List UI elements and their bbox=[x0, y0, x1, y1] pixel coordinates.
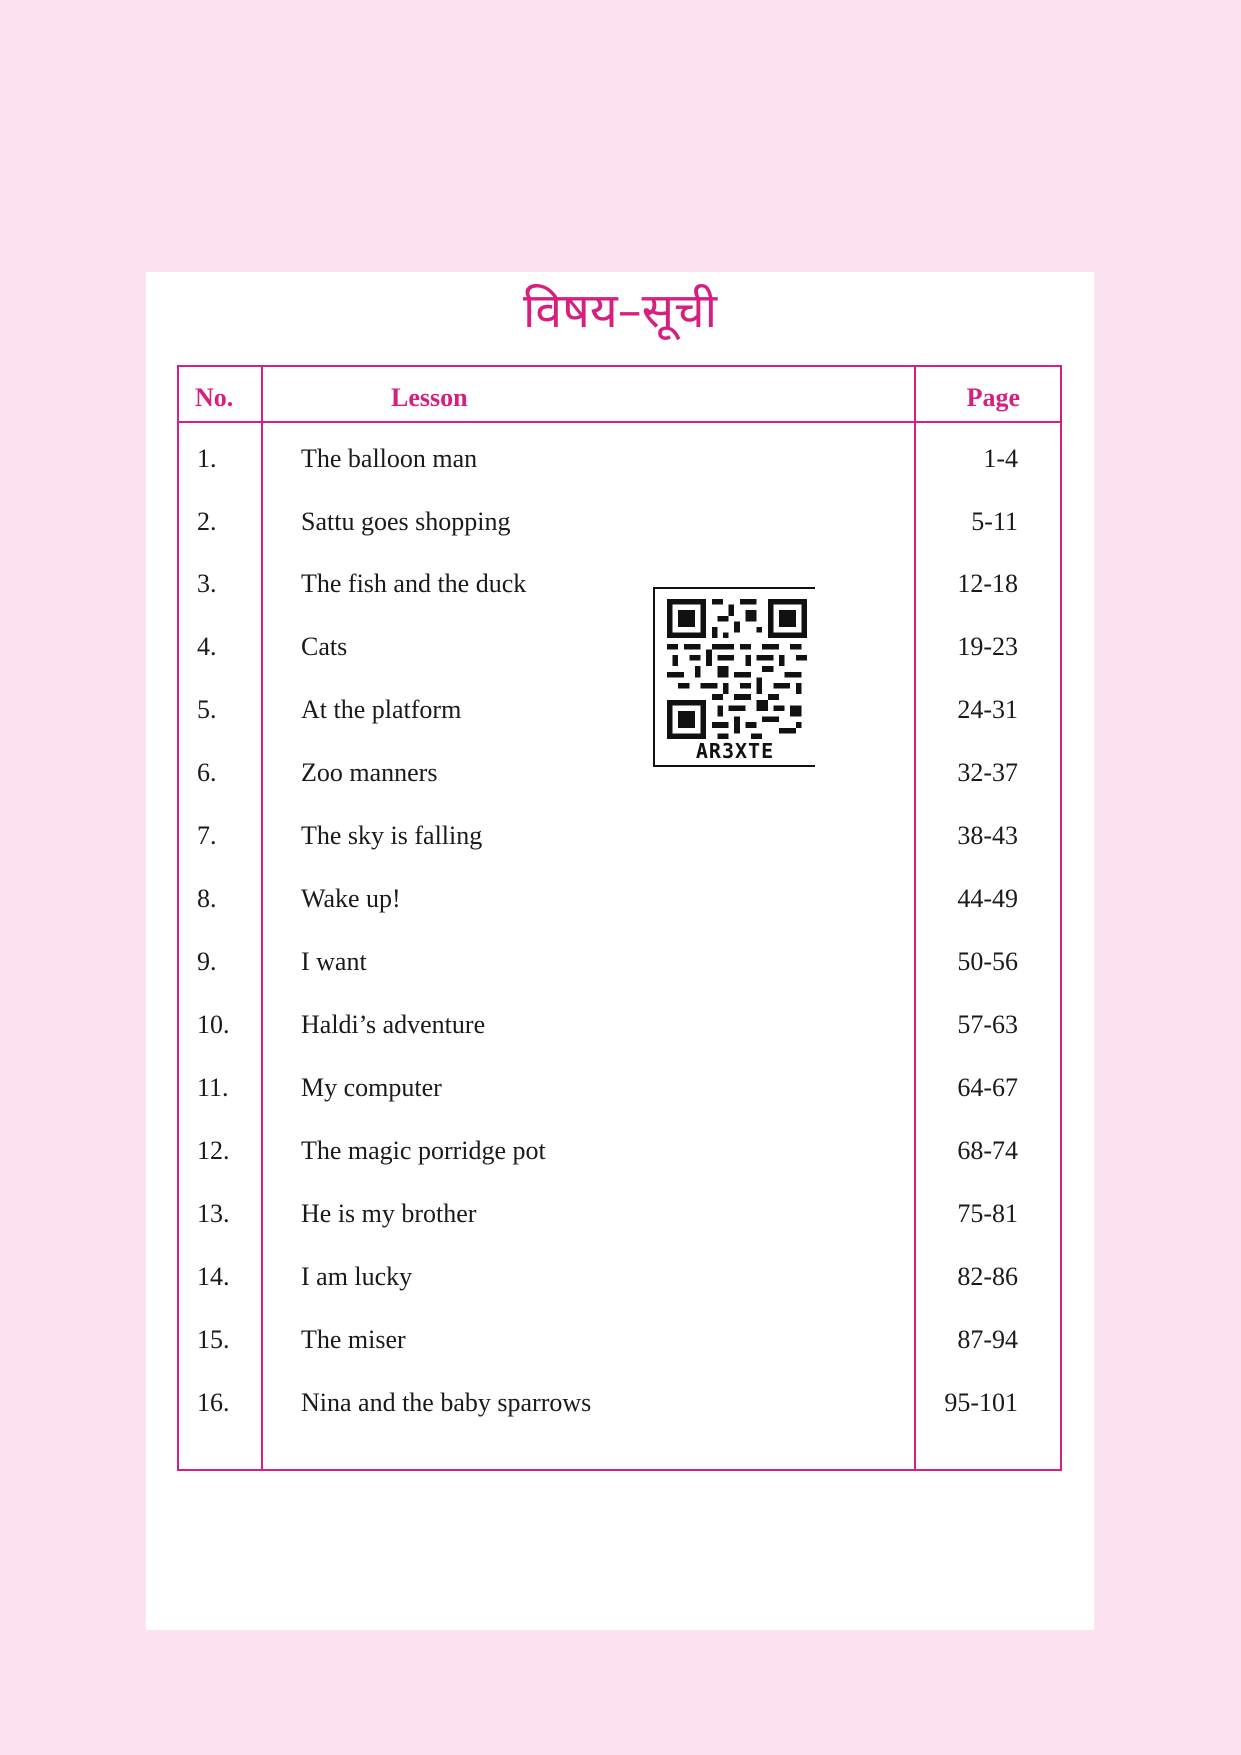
contents-sheet bbox=[146, 272, 1094, 1630]
lesson-title: Nina and the baby sparrows bbox=[301, 1388, 592, 1417]
lesson-number: 5. bbox=[197, 695, 217, 724]
lesson-number: 11. bbox=[197, 1073, 229, 1102]
lesson-number: 12. bbox=[197, 1136, 230, 1165]
lesson-page: 95-101 bbox=[944, 1388, 1018, 1417]
lesson-page: 68-74 bbox=[957, 1136, 1018, 1165]
lesson-title: The sky is falling bbox=[301, 821, 483, 850]
header-lesson: Lesson bbox=[391, 383, 468, 412]
table-row bbox=[179, 615, 1060, 678]
table-row bbox=[179, 993, 1060, 1056]
table-row bbox=[179, 804, 1060, 867]
lesson-title: The fish and the duck bbox=[301, 569, 527, 598]
lesson-page: 12-18 bbox=[957, 569, 1018, 598]
lesson-title: Cats bbox=[301, 632, 348, 661]
lesson-title: The balloon man bbox=[301, 444, 478, 473]
table-row bbox=[179, 1056, 1060, 1119]
lesson-page: 44-49 bbox=[957, 884, 1018, 913]
table-row bbox=[179, 1245, 1060, 1308]
lesson-title: Wake up! bbox=[301, 884, 401, 913]
lesson-page: 57-63 bbox=[957, 1010, 1018, 1039]
lesson-page: 50-56 bbox=[957, 947, 1018, 976]
lesson-number: 3. bbox=[197, 569, 217, 598]
table-row bbox=[179, 741, 1060, 804]
lesson-title: Haldi’s adventure bbox=[301, 1010, 486, 1039]
lesson-number: 7. bbox=[197, 821, 217, 850]
lesson-title: Sattu goes shopping bbox=[301, 507, 511, 536]
contents-table bbox=[177, 365, 1062, 1471]
lesson-title: Zoo manners bbox=[301, 758, 438, 787]
lesson-title: He is my brother bbox=[301, 1199, 477, 1228]
header-page: Page bbox=[966, 383, 1020, 412]
lesson-number: 10. bbox=[197, 1010, 230, 1039]
qr-code-label: AR3XTE bbox=[695, 739, 775, 763]
lesson-page: 19-23 bbox=[957, 632, 1018, 661]
table-row bbox=[179, 930, 1060, 993]
lesson-number: 1. bbox=[197, 444, 217, 473]
table-row bbox=[179, 1308, 1060, 1371]
lesson-title: The magic porridge pot bbox=[301, 1136, 546, 1165]
lesson-page: 38-43 bbox=[957, 821, 1018, 850]
lesson-number: 16. bbox=[197, 1388, 230, 1417]
lesson-page: 75-81 bbox=[957, 1199, 1018, 1228]
table-row bbox=[179, 678, 1060, 741]
table-row bbox=[179, 1182, 1060, 1245]
table-row bbox=[179, 867, 1060, 930]
lesson-number: 9. bbox=[197, 947, 217, 976]
header-no: No. bbox=[195, 383, 234, 412]
lesson-title: My computer bbox=[301, 1073, 442, 1102]
lesson-page: 82-86 bbox=[957, 1262, 1018, 1291]
lesson-number: 8. bbox=[197, 884, 217, 913]
lesson-page: 64-67 bbox=[957, 1073, 1018, 1102]
header-divider bbox=[179, 421, 1060, 423]
lesson-title: I want bbox=[301, 947, 367, 976]
lesson-title: The miser bbox=[301, 1325, 406, 1354]
lesson-number: 15. bbox=[197, 1325, 230, 1354]
lesson-title: At the platform bbox=[301, 695, 462, 724]
lesson-title: I am lucky bbox=[301, 1262, 413, 1291]
lesson-number: 13. bbox=[197, 1199, 230, 1228]
lesson-number: 14. bbox=[197, 1262, 230, 1291]
lesson-page: 32-37 bbox=[957, 758, 1018, 787]
lesson-page: 87-94 bbox=[957, 1325, 1018, 1354]
lesson-number: 6. bbox=[197, 758, 217, 787]
qr-pattern-icon bbox=[667, 599, 807, 739]
page-title: विषय–सूची bbox=[522, 283, 718, 339]
lesson-page: 5-11 bbox=[971, 507, 1018, 536]
table-row bbox=[179, 490, 1060, 553]
qr-code[interactable] bbox=[653, 587, 815, 767]
lesson-number: 2. bbox=[197, 507, 217, 536]
lesson-page: 24-31 bbox=[957, 695, 1018, 724]
table-row bbox=[179, 552, 1060, 615]
table-row bbox=[179, 427, 1060, 490]
table-row bbox=[179, 1119, 1060, 1182]
lesson-page: 1-4 bbox=[983, 444, 1018, 473]
table-row bbox=[179, 1371, 1060, 1434]
lesson-number: 4. bbox=[197, 632, 217, 661]
